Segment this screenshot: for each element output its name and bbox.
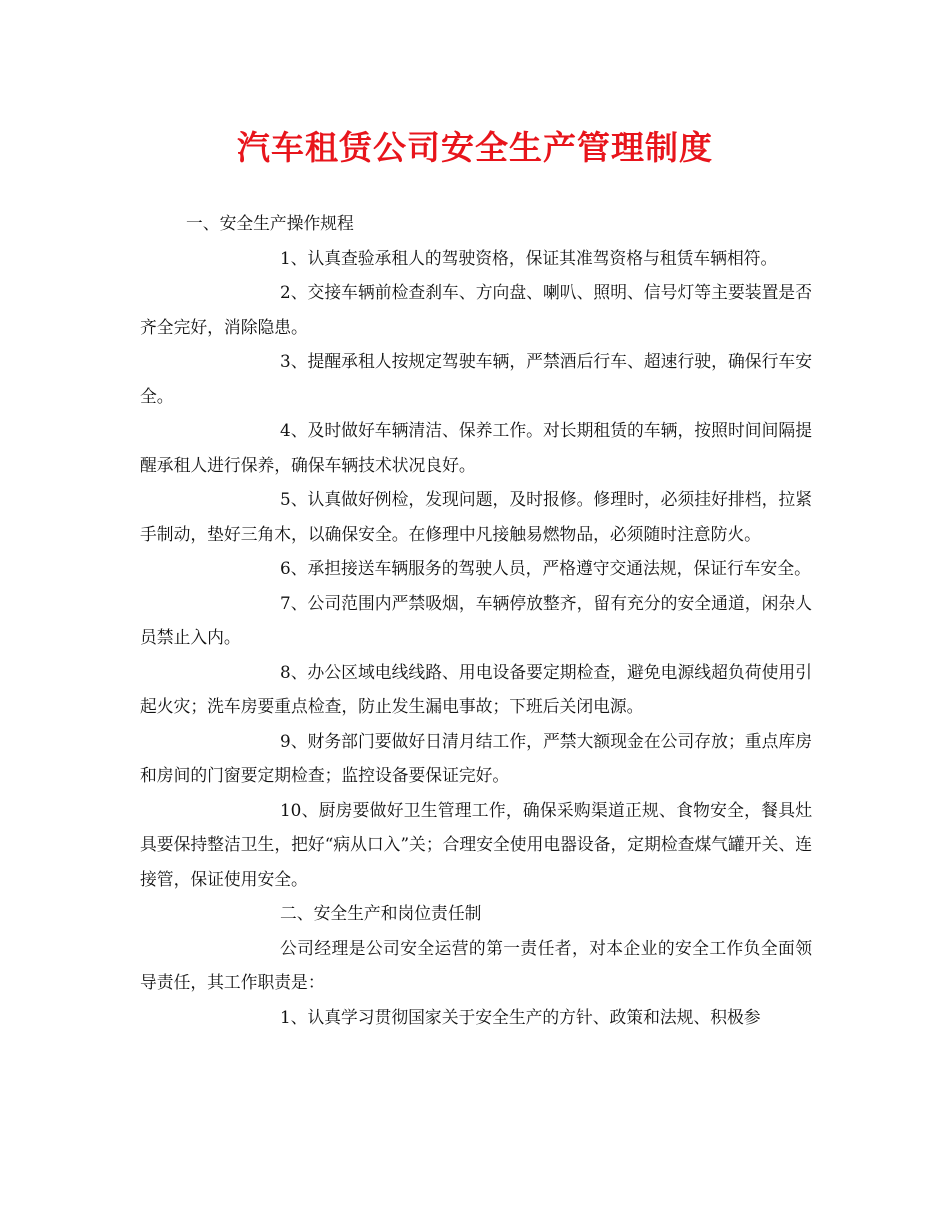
paragraph: 5、认真做好例检，发现问题，及时报修。修理时，必须挂好排档，拉紧手制动，垫好三角木，以确保安全。在修理中凡接触易燃物品，必须随时注意防火。 [140,489,812,544]
document-body [140,206,812,1034]
section-heading-2: 二、安全生产和岗位责任制 [280,903,482,923]
paragraph: 4、及时做好车辆清洁、保养工作。对长期租赁的车辆，按照时间间隔提醒承租人进行保养，确保车辆技术状况良好。 [140,420,812,475]
paragraph: 7、公司范围内严禁吸烟，车辆停放整齐，留有充分的安全通道，闲杂人员禁止入内。 [140,592,812,647]
paragraph: 8、办公区域电线线路、用电设备要定期检查，避免电源线超负荷使用引起火灾；洗车房要重点检查，防止发生漏电事故；下班后关闭电源。 [140,661,812,716]
paragraph: 3、提醒承租人按规定驾驶车辆，严禁酒后行车、超速行驶，确保行车安全。 [140,351,812,406]
paragraph: 1、认真学习贯彻国家关于安全生产的方针、政策和法规、积极参 [280,1006,761,1027]
document-title: 汽车租赁公司安全生产管理制度 [237,128,713,167]
paragraph: 10、厨房要做好卫生管理工作，确保采购渠道正规、食物安全，餐具灶具要保持整洁卫生，把好“病从口入”关；合理安全使用电器设备，定期检查煤气罐开关、连接管，保证使用安全。 [140,799,812,889]
paragraph: 1、认真查验承租人的驾驶资格，保证其准驾资格与租赁车辆相符。 [280,247,778,268]
paragraph: 2、交接车辆前检查刹车、方向盘、喇叭、照明、信号灯等主要装置是否齐全完好，消除隐患。 [140,282,812,337]
paragraph: 公司经理是公司安全运营的第一责任者，对本企业的安全工作负全面领导责任，其工作职责是： [140,937,812,992]
paragraph: 6、承担接送车辆服务的驾驶人员，严格遵守交通法规，保证行车安全。 [280,558,811,578]
paragraph: 9、财务部门要做好日清月结工作，严禁大额现金在公司存放；重点库房和房间的门窗要定期检查；监控设备要保证完好。 [140,730,812,785]
section-heading-1: 一、安全生产操作规程 [186,213,354,233]
